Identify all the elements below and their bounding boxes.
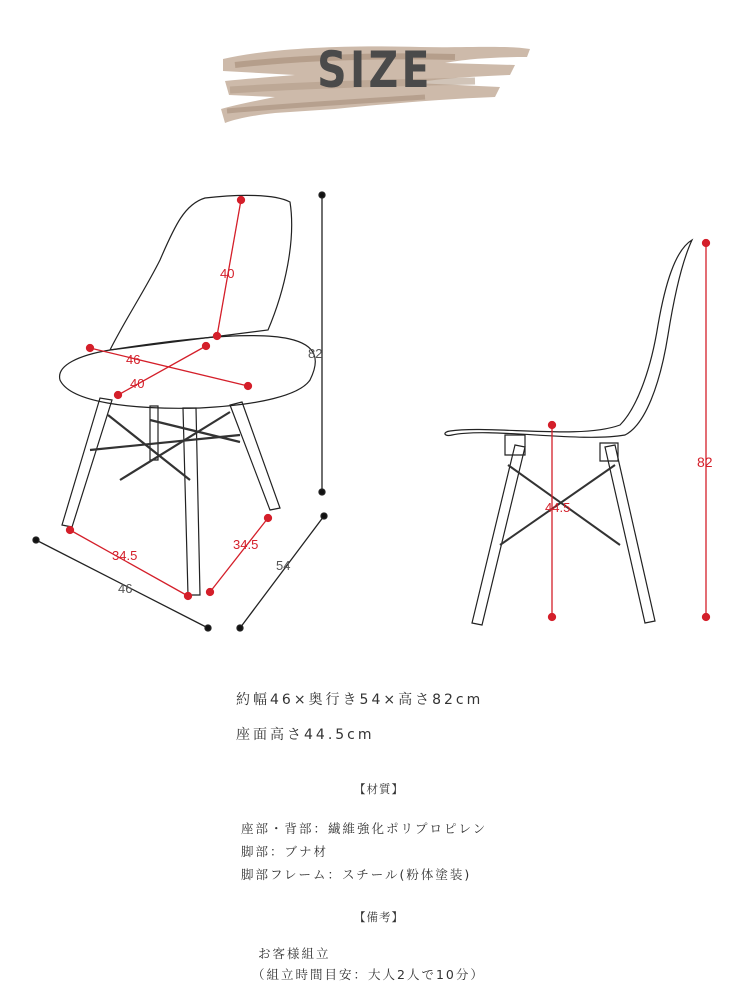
- material-item: 脚部フレーム：スチール(粉体塗装): [241, 867, 472, 882]
- side-shell: [445, 240, 692, 437]
- seat-width-label: 46: [126, 352, 141, 367]
- notes-heading: 【備考】: [354, 910, 404, 924]
- material-item: 脚部：ブナ材: [241, 844, 329, 859]
- overall-width-label: 46: [118, 581, 133, 596]
- leg-span-right-label: 34.5: [233, 537, 259, 552]
- seat-height-label: 44.5: [545, 500, 571, 515]
- leg-back-right: [230, 402, 280, 510]
- side-height-label: 82: [697, 454, 713, 470]
- side-leg-back: [605, 445, 655, 623]
- materials-heading: 【材質】: [354, 782, 404, 796]
- page-title: SIZE: [317, 41, 433, 99]
- dimensions-text: 約幅46×奥行き54×高さ82cm: [236, 692, 484, 708]
- chair-front-view: [0, 180, 380, 640]
- note-item: お客様組立: [258, 946, 331, 961]
- chair-side-view: [430, 225, 730, 635]
- height-label: 82: [308, 346, 323, 361]
- overall-depth-label: 54: [276, 558, 291, 573]
- material-item: 座部・背部：繊維強化ポリプロピレン: [241, 821, 488, 836]
- backrest-label: 40: [220, 266, 235, 281]
- seat-height-text: 座面高さ44.5cm: [236, 727, 375, 743]
- title-banner: [215, 35, 535, 130]
- leg-front-left: [62, 398, 112, 527]
- seat-depth-label: 40: [130, 376, 145, 391]
- backrest-shell: [110, 195, 292, 350]
- leg-span-left-label: 34.5: [112, 548, 138, 563]
- note-item: （組立時間目安：大人2人で10分）: [252, 967, 485, 982]
- steel-frame: [90, 412, 240, 480]
